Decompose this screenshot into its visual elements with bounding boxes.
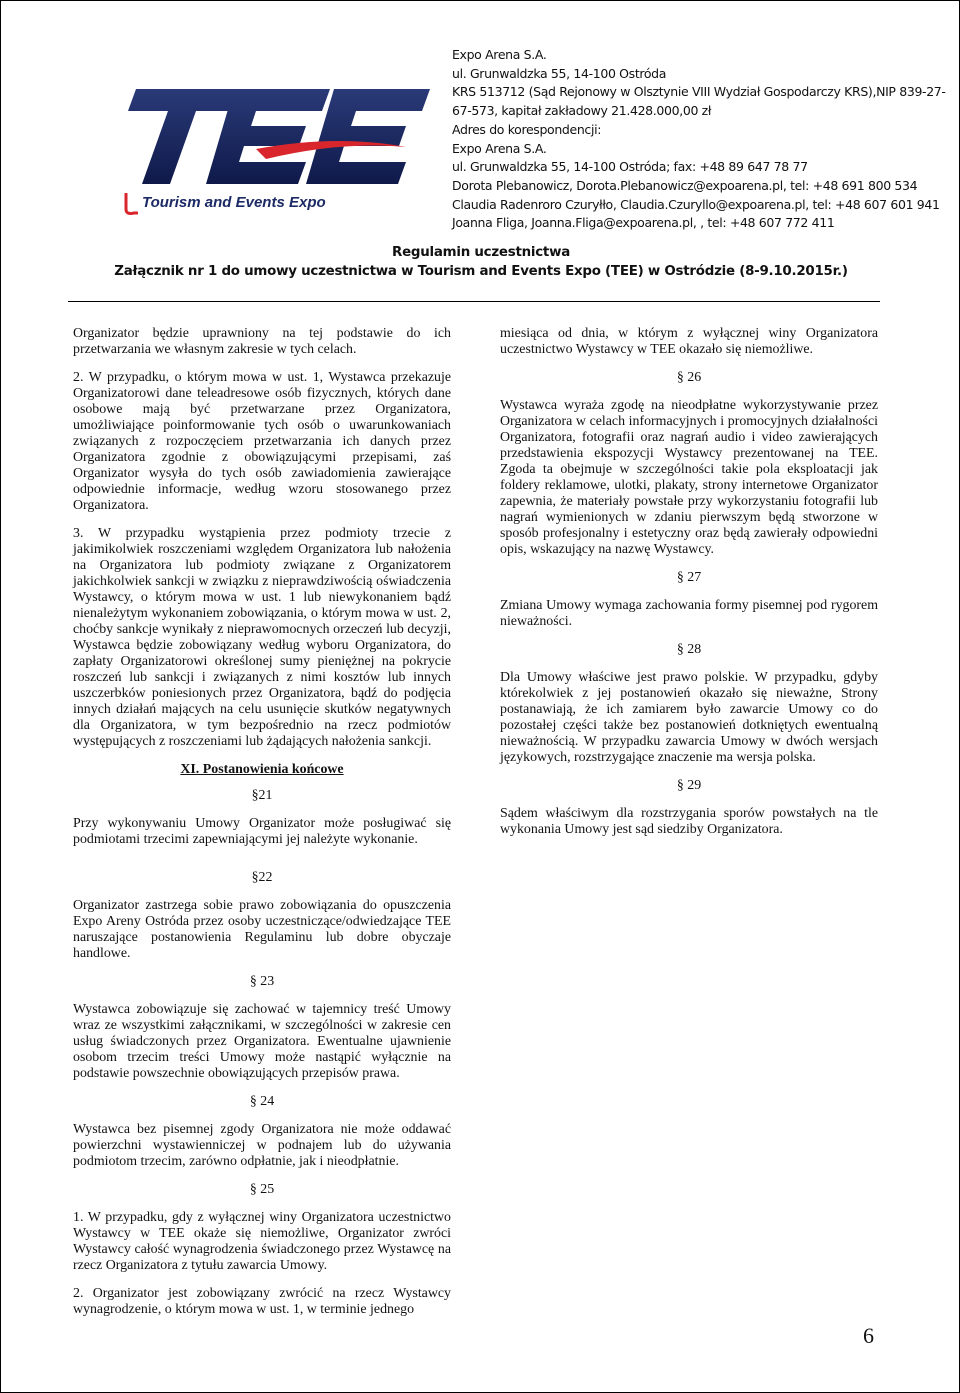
header-line: Claudia Radenroro Czuryłło, Claudia.Czuryllo@expoarena.pl, tel: +48 607 601 941 [452,196,940,212]
paragraph: 3. W przypadku wystąpienia przez podmioty trzecie z jakimikolwiek roszczeniami względem Organizatora lub nałożenia na Organizatora lub podmioty związane z Organizatorem jakichkolwiek sankcji w związku z nieprawdziwością oświadczenia Wystawcy, o którym mowa w ust. 1 lub niewykonaniem bądź nienależytym wykonaniem zobowiązania, o którym mowa w ust. 2, choćby sankcje wynikały z nieprawomocnych orzeczeń lub decyzji, Wystawca będzie zobowiązany według wyboru Organizatora, do zapłaty Organizatorowi określonej sumy pieniężnej na pokrycie roszczeń lub sankcji i związanych z nimi kosztów lub innych uszczerbków poniesionych przez Organizatora, bądź do podjęcia innych działań mających na celu usunięcie skutków negatywnych dla Organizatora, w tym bezpośrednio na rzecz podmiotów występujących z roszczeniami lub żądających nałożenia sankcji. [73,526,451,749]
header-line: Joanna Fliga, Joanna.Fliga@expoarena.pl, , tel: +48 607 772 411 [452,215,835,231]
section-marker: § 25 [249,1182,275,1197]
header-line: ul. Grunwaldzka 55, 14-100 Ostróda; fax: +48 89 647 78 77 [452,159,808,175]
paragraph: Wystawca zobowiązuje się zachować w tajemnicy treść Umowy wraz ze wszystkimi załącznikami, w szczególności w zakresie cen usług świadczonych przez Organizatora. Ewentualne ujawnienie osobom trzecim treści Umowy może nastąpić wyłącznie na podstawie powszechnie obowiązujących przepisów prawa. [73,1002,451,1081]
tee-logo [106,89,446,219]
header-line: ul. Grunwaldzka 55, 14-100 Ostróda [452,65,667,81]
paragraph: Organizator będzie uprawniony na tej podstawie do ich przetwarzania we własnym zakresie w tych celach. [73,326,451,357]
section-marker: § 26 [676,370,702,385]
section-marker: § 27 [676,570,702,585]
header-line: KRS 513712 (Sąd Rejonowy w Olsztynie VIII Wydział Gospodarczy KRS),NIP 839-27- [452,84,946,100]
header-line: Expo Arena S.A. [452,47,547,62]
paragraph: Dla Umowy właściwe jest prawo polskie. W przypadku, gdyby którekolwiek z jej postanowień okazało się nieważne, Strony postanawiają, że ich zamiarem było zawarcie Umowy co do pozostałej części także bez postanowień dotkniętych ewentualną nieważnością. W przypadku zawarcia Umowy w dwóch wersjach językowych, rozstrzygające znaczenie ma wersja polska. [500,670,878,765]
paragraph: Przy wykonywaniu Umowy Organizator może posługiwać się podmiotami trzecimi zapewniającymi jej należyte wykonanie. [73,816,451,847]
header-line: Adres do korespondencji: [452,121,602,137]
section-marker: § 24 [249,1094,275,1109]
paragraph: 2. W przypadku, o którym mowa w ust. 1, Wystawca przekazuje Organizatorowi dane teleadresowe osób fizycznych, których dane osobowe mają być przetwarzane przez Organizatora, umożliwiające poinformowanie tych osób o uwarunkowaniach związanych z rozpoczęciem przetwarzania ich danych przez Organizatora zgodnie z obowiązującymi przepisami, zaś Organizator wysyła do tych osób zawiadomienia zawierające odpowiednie informacje, według wzoru stosowanego przez Organizatora. [73,370,451,513]
header-line: Dorota Plebanowicz, Dorota.Plebanowicz@expoarena.pl, tel: +48 691 800 534 [452,177,918,193]
paragraph: miesiąca od dnia, w którym z wyłącznej winy Organizatora uczestnictwo Wystawcy w TEE okazało się niemożliwe. [500,326,878,357]
section-marker: § 28 [676,642,702,657]
page-number: 6 [863,1323,874,1348]
section-marker: § 29 [676,778,702,793]
paragraph: 2. Organizator jest zobowiązany zwrócić na rzecz Wystawcy wynagrodzenie, o którym mowa w ust. 1, w terminie jednego [73,1286,451,1317]
paragraph: Zmiana Umowy wymaga zachowania formy pisemnej pod rygorem nieważności. [500,598,878,629]
section-marker: §21 [251,788,273,803]
section-heading: XI. Postanowienia końcowe [180,762,344,777]
section-marker: §22 [251,870,273,885]
paragraph: 1. W przypadku, gdy z wyłącznej winy Organizatora uczestnictwo Wystawcy w TEE okaże się niemożliwe, Organizator zwróci Wystawcy całość wynagrodzenia świadczonego przez Wystawcę na rzecz Organizatora z tytułu zawarcia Umowy. [73,1210,451,1273]
header-line: 67-573, kapitał zakładowy 21.428.000,00 zł [452,103,712,119]
section-marker: § 23 [249,974,275,989]
paragraph: Wystawca bez pisemnej zgody Organizatora nie może oddawać powierzchni wystawienniczej w podnajem lub do używania podmiotom trzecim, zarówno odpłatnie, jak i nieodpłatnie. [73,1122,451,1169]
left-column [73,326,451,1330]
company-header [452,46,946,233]
document-title: Regulamin uczestnictwa [392,245,570,260]
title-divider [68,301,880,302]
paragraph: Organizator zastrzega sobie prawo zobowiązania do opuszczenia Expo Areny Ostróda przez osoby uczestniczące/odwiedzające TEE naruszające postanowienia Regulaminu lub dobre obyczaje handlowe. [73,898,451,961]
document-subtitle: Załącznik nr 1 do umowy uczestnictwa w Tourism and Events Expo (TEE) w Ostródzie (8-9.10.2015r.) [114,264,848,279]
paragraph: Sądem właściwym dla rozstrzygania sporów powstałych na tle wykonania Umowy jest sąd siedziby Organizatora. [500,806,878,837]
logo-wordmark [128,89,430,184]
logo-accent-shape [126,193,138,214]
header-line: Expo Arena S.A. [452,140,547,156]
logo-tagline: Tourism and Events Expo [142,194,326,211]
paragraph: Wystawca wyraża zgodę na nieodpłatne wykorzystywanie przez Organizatora w celach informacyjnych i promocyjnych działalności Organizatora, fotografii oraz nagrań audio i video zawierających przedstawienia ekspozycji Wystawcy prezentowanej na TEE. Zgoda ta obejmuje w szczególności takie pola eksploatacji jak foldery reklamowe, ulotki, plakaty, strony internetowe Organizator zapewnia, że materiały powstałe przy wykorzystaniu fotografii lub nagrań wymienionych w zdaniu pierwszym będą stworzone w sposób profesjonalny i estetyczny oraz będą zawierały odpowiedni opis, wskazujący na nazwę Wystawcy. [500,398,878,557]
right-column [500,326,878,850]
